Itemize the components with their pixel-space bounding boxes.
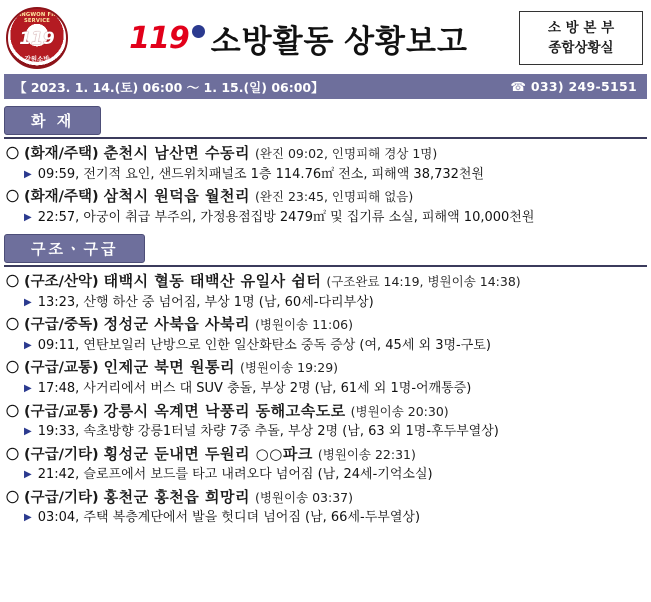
- triangle-bullet-icon: ▶: [24, 383, 32, 394]
- report-period-bar: [4, 74, 647, 99]
- incident-category: (구급/교통): [24, 403, 99, 420]
- emblem-number: 119: [19, 29, 55, 49]
- incident-entry: [4, 141, 647, 184]
- incident-entry: [4, 355, 647, 398]
- section-divider: [4, 265, 647, 267]
- incident-headline: [4, 141, 647, 165]
- incident-status: (병원이송 20:30): [350, 403, 449, 419]
- report-section: [4, 234, 647, 528]
- phone-number: 033) 249-5151: [530, 79, 637, 94]
- incident-detail-line: [4, 379, 647, 399]
- incident-headline: [4, 355, 647, 379]
- hq-line-2: 종합상황실: [548, 40, 614, 56]
- circle-bullet-icon: 〇: [6, 318, 20, 334]
- incident-detail-text: 09:11, 연탄보일러 난방으로 인한 일산화탄소 중독 증상 (여, 45세 외 3명-구토): [37, 337, 491, 353]
- section-label: 화 재: [4, 106, 101, 135]
- incident-location: 삼척시 원덕읍 월천리: [103, 187, 250, 206]
- incident-status: (병원이송 19:29): [239, 360, 339, 376]
- phone-icon: ☎: [510, 79, 527, 94]
- triangle-bullet-icon: ▶: [24, 211, 32, 223]
- incident-detail-line: [4, 293, 647, 313]
- incident-status: (병원이송 03:37): [254, 489, 354, 505]
- circle-bullet-icon: 〇: [6, 275, 20, 291]
- incident-category: (화재/주택): [24, 189, 99, 206]
- page-title: 소방활동 상황보고: [210, 23, 468, 59]
- circle-bullet-icon: 〇: [6, 490, 20, 506]
- hq-line-1: 소 방 본 부: [547, 19, 615, 36]
- incident-location: 춘천시 남산면 수동리: [103, 144, 250, 162]
- triangle-bullet-icon: ▶: [24, 426, 32, 438]
- incident-detail-line: [4, 422, 647, 442]
- incident-entry: [4, 269, 647, 312]
- incident-detail-text: 21:42, 슬로프에서 보드를 타고 내려오다 넘어짐 (남, 24세-기억소실): [37, 467, 433, 483]
- incident-status: (완진 09:02, 인명피해 경상 1명): [254, 146, 438, 161]
- incident-detail-line: [4, 465, 647, 485]
- title-block: [68, 16, 519, 61]
- triangle-bullet-icon: ▶: [24, 512, 32, 524]
- incident-detail-line: [4, 165, 647, 185]
- incident-location: 태백시 혈동 태백산 유일사 쉼터: [103, 272, 322, 291]
- incident-category: (구급/기타): [24, 446, 99, 463]
- logo-119-icon: 119: [129, 21, 205, 56]
- gangwon-fire-emblem-icon: [6, 7, 68, 69]
- incident-detail-text: 09:59, 전기적 요인, 샌드위치패널조 1층 114.76㎡ 전소, 피해액 38,732천원: [37, 166, 485, 182]
- incident-headline: [4, 269, 647, 293]
- circle-bullet-icon: 〇: [6, 361, 20, 377]
- incident-headline: [4, 184, 647, 208]
- incident-headline: [4, 399, 647, 423]
- incident-detail-text: 22:57, 아궁이 취급 부주의, 가정용점집방 2479㎡ 및 집기류 소실, 피해액 10,000천원: [37, 209, 535, 225]
- report-period-text: 【 2023. 1. 14.(토) 06:00 ～ 1. 15.(일) 06:00】: [14, 79, 324, 95]
- incident-location: 홍천군 홍천읍 희망리: [103, 487, 250, 506]
- incident-entry: [4, 399, 647, 442]
- incident-entry: [4, 312, 647, 355]
- incident-category: (구급/기타): [24, 489, 99, 506]
- circle-bullet-icon: 〇: [6, 447, 20, 463]
- incident-status: (병원이송 11:06): [254, 317, 354, 333]
- incident-location: 정성군 사북읍 사북리: [103, 315, 250, 334]
- triangle-bullet-icon: ▶: [24, 168, 32, 180]
- circle-bullet-icon: 〇: [6, 147, 20, 162]
- incident-detail-text: 13:23, 산행 하산 중 넘어짐, 부상 1명 (남, 60세-다리부상): [37, 294, 374, 310]
- report-sections: [0, 106, 651, 528]
- section-label: 구조ㆍ구급: [4, 234, 145, 263]
- incident-location: 강릉시 옥계면 낙풍리 동해고속도로: [103, 401, 346, 420]
- emblem-bottom-text: 강원소방: [24, 55, 50, 63]
- incident-category: (구급/교통): [24, 360, 99, 377]
- incident-detail-line: [4, 208, 647, 228]
- page-header: [0, 0, 651, 72]
- incident-detail-line: [4, 508, 647, 528]
- headquarters-box: [519, 11, 643, 66]
- emblem-top-text: GANGWON FIRE SERVICE: [12, 12, 62, 24]
- section-divider: [4, 137, 647, 139]
- incident-headline: [4, 312, 647, 336]
- incident-entry: [4, 442, 647, 485]
- report-section: [4, 106, 647, 227]
- triangle-bullet-icon: ▶: [24, 339, 32, 351]
- incident-entry: [4, 184, 647, 227]
- incident-category: (화재/주택): [24, 146, 99, 162]
- incident-detail-text: 17:48, 사거리에서 버스 대 SUV 충돌, 부상 2명 (남, 61세 외 1명-어깨통증): [37, 381, 472, 396]
- incident-location: 인제군 북면 원통리: [103, 358, 235, 377]
- triangle-bullet-icon: ▶: [24, 469, 32, 481]
- incident-entry: [4, 485, 647, 528]
- incident-detail-text: 03:04, 주택 복층계단에서 발을 헛디뎌 넘어짐 (남, 66세-두부열상): [37, 510, 421, 526]
- incident-detail-line: [4, 336, 647, 356]
- circle-bullet-icon: 〇: [6, 404, 20, 420]
- incident-location: 횡성군 둔내면 두원리 ○○파크: [103, 444, 313, 463]
- incident-headline: [4, 442, 647, 466]
- contact-phone: [510, 79, 637, 94]
- incident-headline: [4, 485, 647, 509]
- incident-category: (구급/중독): [24, 317, 99, 334]
- incident-status: (병원이송 22:31): [317, 446, 416, 462]
- incident-status: (완진 23:45, 인명피해 없음): [254, 189, 414, 205]
- incident-category: (구조/산악): [24, 274, 99, 291]
- triangle-bullet-icon: ▶: [24, 296, 32, 308]
- incident-status: (구조완료 14:19, 병원이송 14:38): [326, 274, 521, 290]
- incident-detail-text: 19:33, 속초방향 강릉1터널 차량 7중 추돌, 부상 2명 (남, 63 외 1명-후두부열상): [37, 424, 499, 440]
- circle-bullet-icon: 〇: [6, 190, 20, 206]
